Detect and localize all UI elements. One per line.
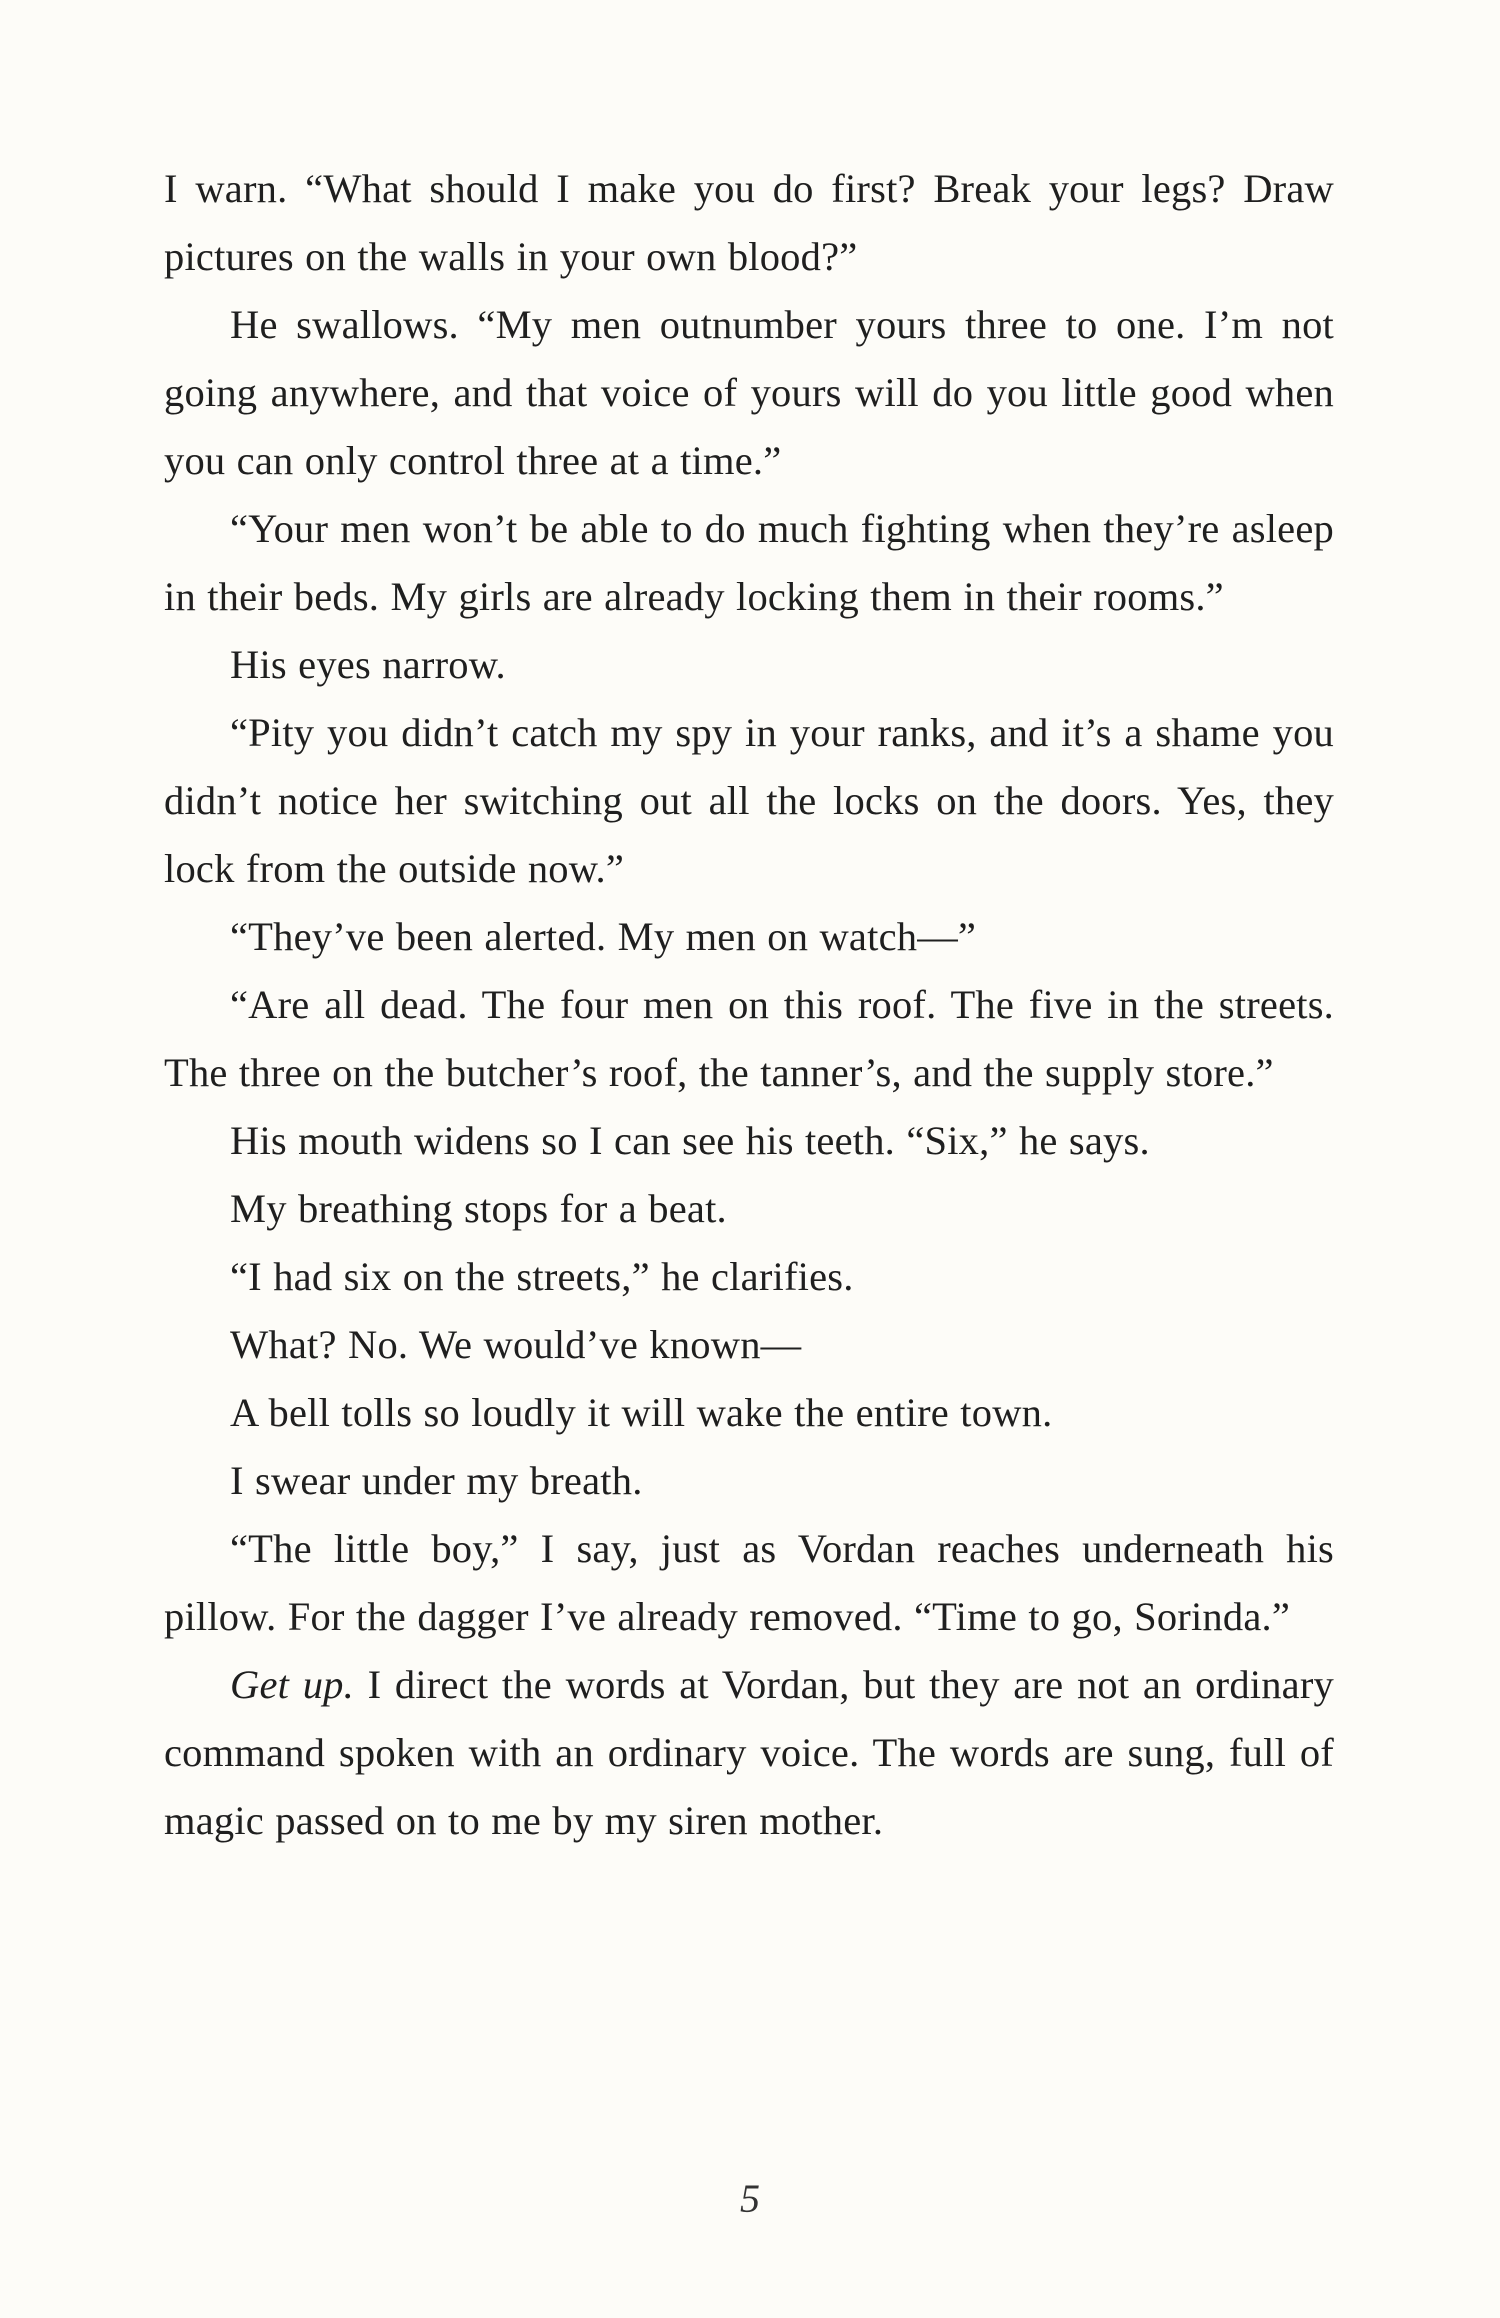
paragraph: My breathing stops for a beat. [230, 1186, 727, 1231]
paragraph: “They’ve been alerted. My men on watch—” [230, 914, 977, 959]
paragraph: A bell tolls so loudly it will wake the entire town. [230, 1390, 1053, 1435]
body-text [164, 155, 1334, 1855]
paragraph: What? No. We would’ve known— [230, 1322, 802, 1367]
paragraph: I swear under my breath. [230, 1458, 643, 1503]
paragraph: “I had six on the streets,” he clarifies. [230, 1254, 854, 1299]
paragraph: He swallows. “My men outnumber yours three to one. I’m not going anywhere, and that voice of yours will do you little good when you can only control three at a time.” [164, 302, 1334, 483]
paragraph: His mouth widens so I can see his teeth. “Six,” he says. [230, 1118, 1150, 1163]
page-number: 5 [740, 2176, 760, 2221]
italic-command: Get up. [230, 1662, 354, 1707]
final-paragraph [164, 1651, 1334, 1855]
paragraph: “The little boy,” I say, just as Vordan reaches underneath his pillow. For the dagger I’ve already removed. “Time to go, Sorinda.” [164, 1526, 1334, 1639]
paragraph: His eyes narrow. [230, 642, 506, 687]
paragraph: I warn. “What should I make you do first? Break your legs? Draw pictures on the walls in your own blood?” [164, 166, 1334, 279]
final-paragraph-text: I direct the words at Vordan, but they are not an ordinary command spoken with an ordinary voice. The words are sung, full of magic passed on to me by my siren mother. [164, 1662, 1334, 1843]
paragraph: “Are all dead. The four men on this roof. The five in the streets. The three on the butcher’s roof, the tanner’s, and the supply store.” [164, 982, 1334, 1095]
paragraph: “Pity you didn’t catch my spy in your ranks, and it’s a shame you didn’t notice her switching out all the locks on the doors. Yes, they lock from the outside now.” [164, 710, 1334, 891]
paragraph: “Your men won’t be able to do much fighting when they’re asleep in their beds. My girls are already locking them in their rooms.” [164, 506, 1334, 619]
